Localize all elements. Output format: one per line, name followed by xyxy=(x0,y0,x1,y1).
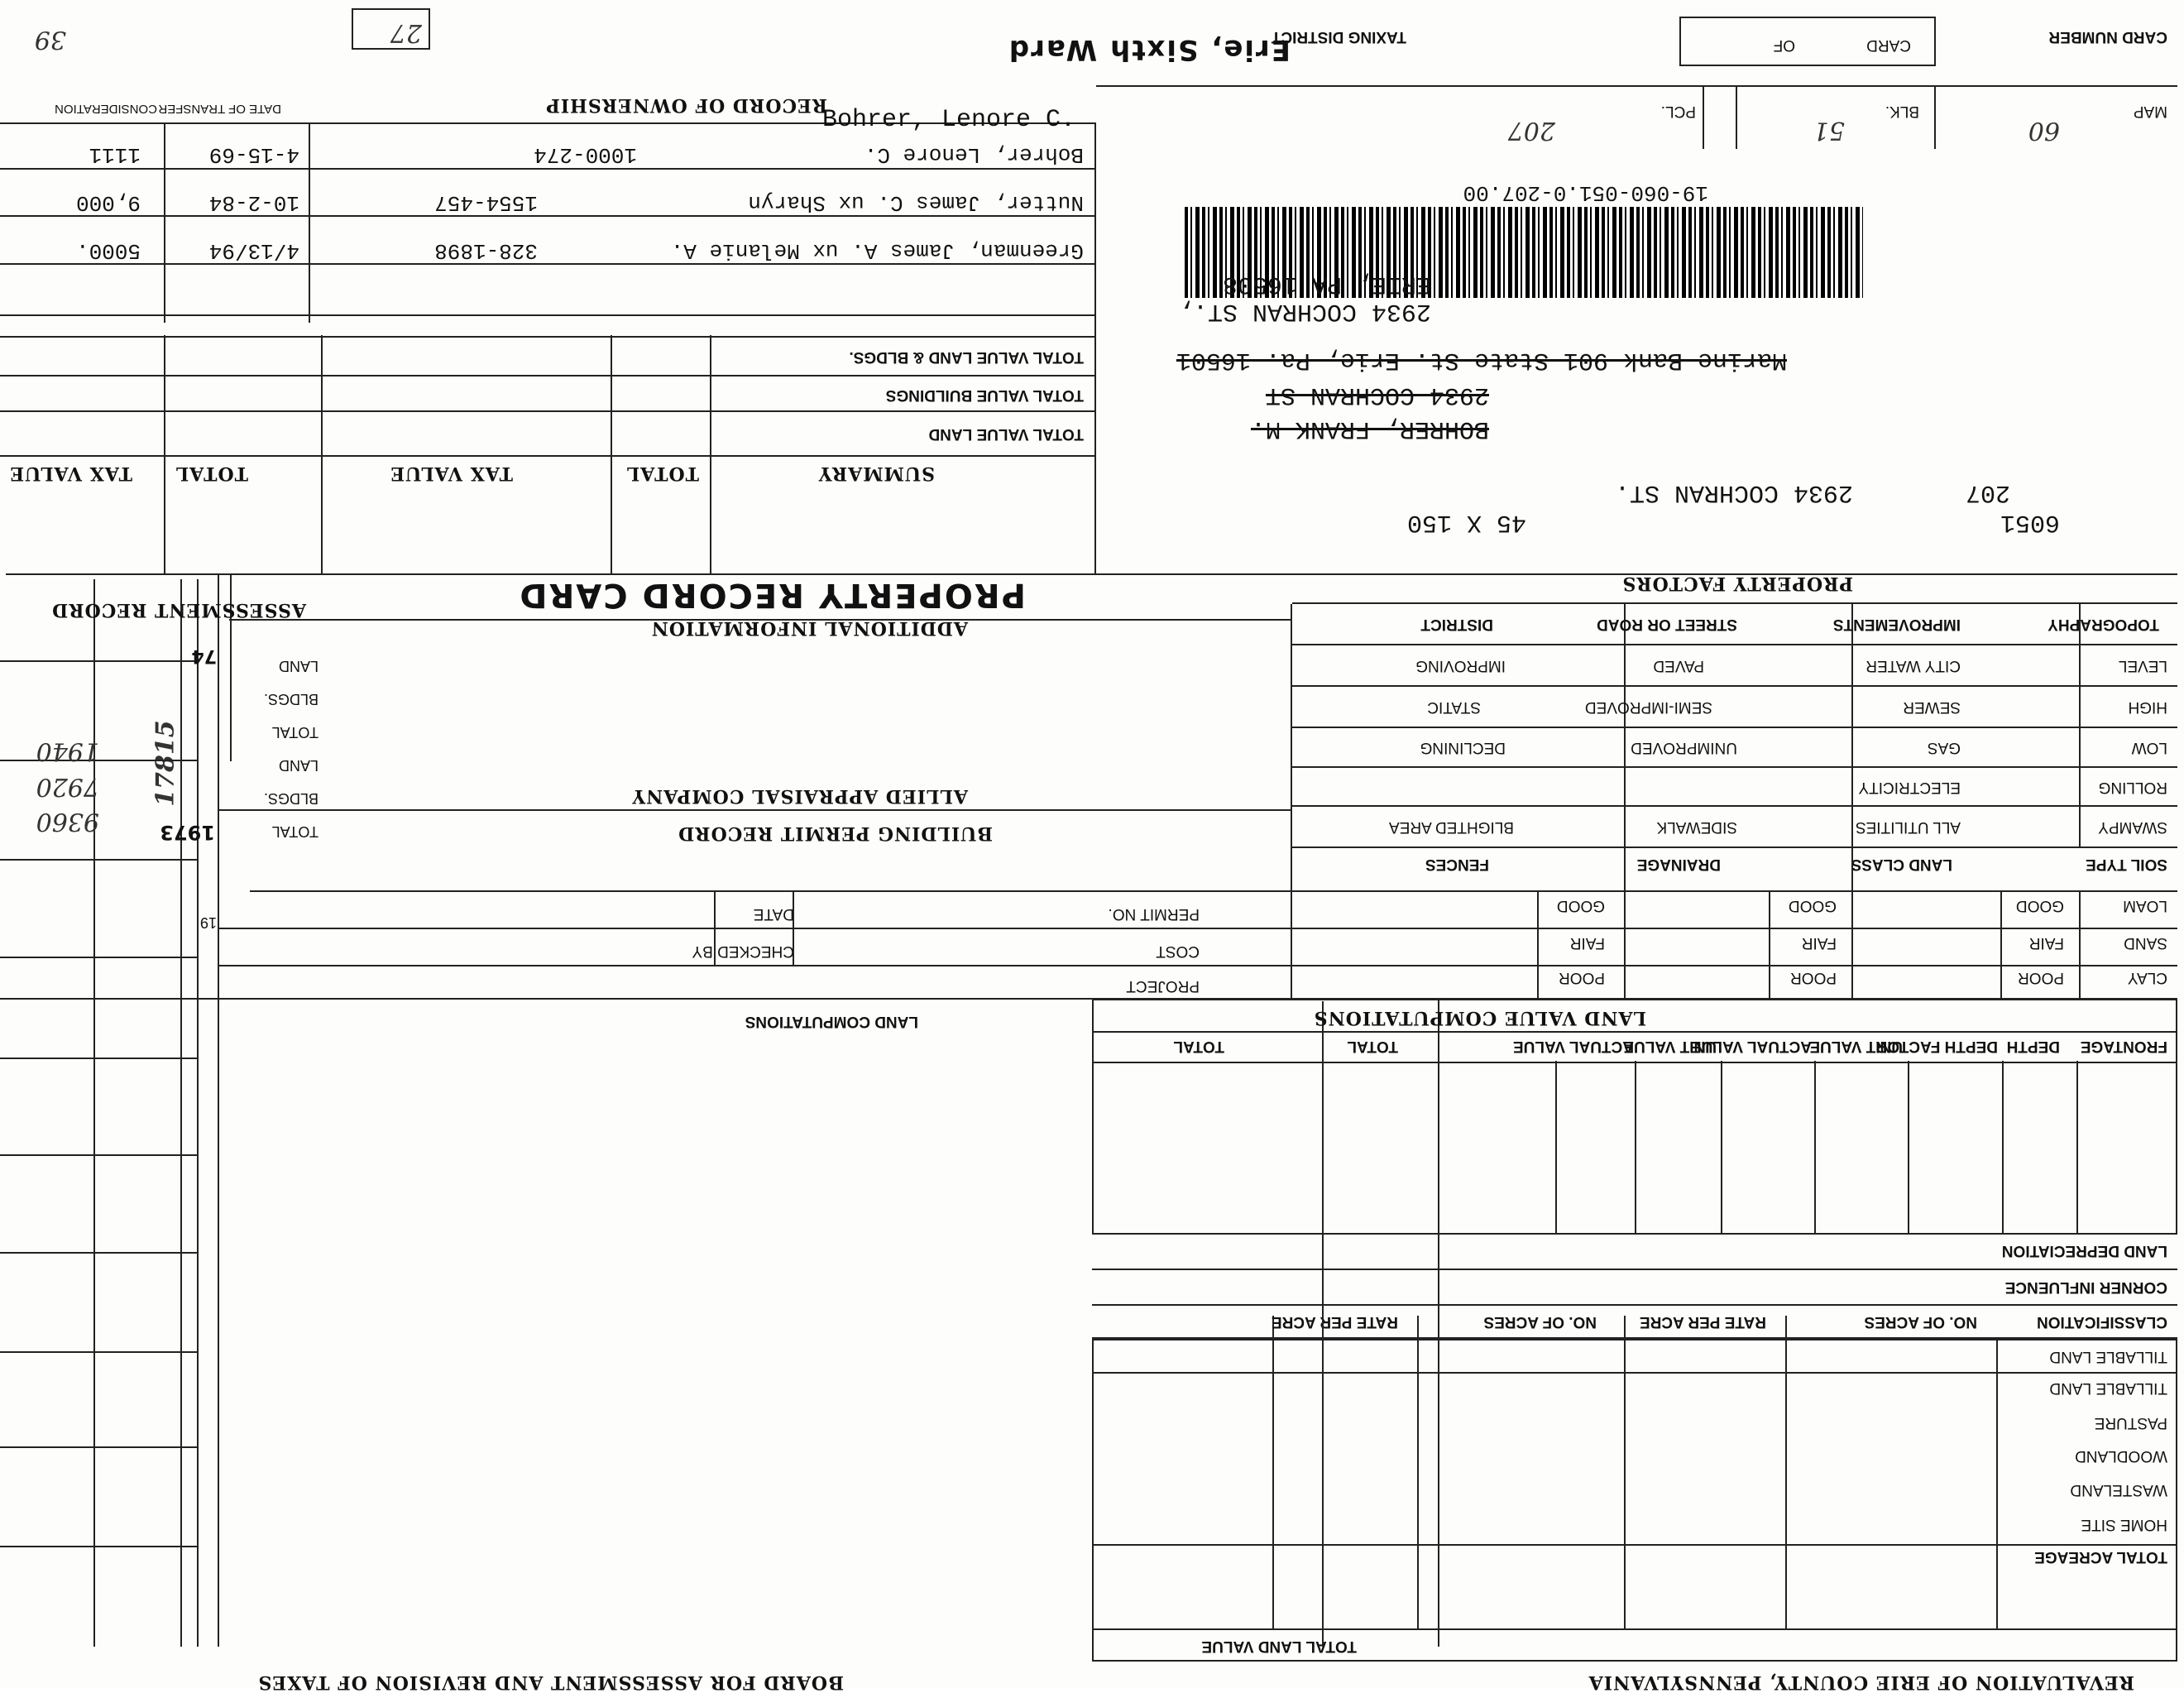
district-declining: DECLINING xyxy=(1420,739,1506,756)
checked-by-label: CHECKED BY xyxy=(692,942,794,960)
property-record-card-title: PROPERTY RECORD CARD xyxy=(518,576,1026,614)
soil-good-1: GOOD xyxy=(2015,897,2064,914)
col-total-1: TOTAL xyxy=(1347,1038,1398,1055)
topo-high: HIGH xyxy=(2128,698,2167,716)
summary-total-value-land: TOTAL VALUE LAND xyxy=(928,425,1084,443)
assess-land: LAND xyxy=(278,658,318,674)
col-no-of-acres-2: NO. OF ACRES xyxy=(1483,1313,1597,1331)
row-tillable-land-2: TILLABLE LAND xyxy=(2049,1348,2167,1365)
assess-year-prefix: 19 xyxy=(199,914,217,931)
soil-fair-3: FAIR xyxy=(1569,934,1605,952)
ownership-row-1-consideration: 1111 xyxy=(89,142,141,167)
land-classification-table xyxy=(1092,1339,2177,1662)
of-label: OF xyxy=(1773,36,1795,54)
board-title: BOARD FOR ASSESSMENT AND REVISION OF TAXES xyxy=(257,1671,844,1693)
soil-fair-2: FAIR xyxy=(1801,934,1837,952)
header-topography: TOPOGRAPHY xyxy=(2048,616,2159,633)
summary-col-total-1: TOTAL xyxy=(625,463,699,484)
improv-electricity: ELECTRICITY xyxy=(1858,779,1961,796)
col-total-2: TOTAL xyxy=(1173,1038,1224,1055)
owner-address-line2: ERIE, PA 16508 xyxy=(1222,270,1431,298)
ownership-row-2-name: Nutter, James C. ux Sharyn xyxy=(748,190,1084,215)
assess-total-2: TOTAL xyxy=(271,823,318,840)
struck-marine-bank: Marine Bank 901 State St. Erie, Pa. 16501 xyxy=(1176,346,1787,374)
fences-header: FENCES xyxy=(1425,856,1489,873)
col-frontage: FRONTAGE xyxy=(2080,1038,2167,1055)
owner-address-line1: 2934 COCHRAN ST., xyxy=(1177,297,1431,325)
improv-city-water: CITY WATER xyxy=(1866,657,1961,674)
row-total-acreage: TOTAL ACREAGE xyxy=(2034,1548,2167,1566)
improv-gas: GAS xyxy=(1927,739,1961,756)
lot-dimensions: 45 X 150 xyxy=(1406,508,1526,536)
soil-poor-3: POOR xyxy=(1559,969,1605,986)
total-land-value-label: TOTAL LAND VALUE xyxy=(1201,1638,1357,1655)
struck-owner-name: BOHRER, FRANK M. xyxy=(1250,415,1489,443)
street-semi-improved: SEMI-IMPROVED xyxy=(1584,698,1712,716)
row-classification: CLASSIFICATION xyxy=(2037,1313,2167,1331)
map-value: 60 xyxy=(2028,116,2060,145)
assess-hand-bldgs: 7920 xyxy=(36,772,99,801)
parcel-street: 2934 COCHRAN ST. xyxy=(1614,478,1853,506)
card-number-handwritten: 17815 xyxy=(151,720,180,807)
col-no-of-acres-1: NO. OF ACRES xyxy=(1864,1313,1977,1331)
header-district: DISTRICT xyxy=(1420,616,1493,633)
assess-total: TOTAL xyxy=(271,724,318,741)
row-woodland: WOODLAND xyxy=(2075,1447,2167,1465)
blk-value: 51 xyxy=(1813,116,1845,145)
ownership-row-1-book: 1000-274 xyxy=(534,142,637,167)
property-factors-title: PROPERTY FACTORS xyxy=(1621,573,1853,594)
street-sidewalk: SIDEWALK xyxy=(1656,818,1737,836)
pcl-label: PCL. xyxy=(1660,103,1696,120)
drainage-header: DRAINAGE xyxy=(1636,856,1721,873)
soil-poor-1: POOR xyxy=(2018,969,2064,986)
col-actual-value-1: ACTUAL VALUE xyxy=(1690,1038,1812,1055)
date-of-transfer-label: DATE OF TRANSFER xyxy=(158,102,281,116)
soil-good-2: GOOD xyxy=(1788,897,1837,914)
land-computations-label: LAND COMPUTATIONS xyxy=(745,1013,918,1030)
blk-label: BLK. xyxy=(1885,103,1919,120)
assess-year-1973: 1973 xyxy=(160,821,215,844)
ownership-row-3-book: 328-1898 xyxy=(434,238,538,263)
taxing-district-value: Erie, Sixth Ward xyxy=(1007,33,1291,66)
soil-clay: CLAY xyxy=(2127,969,2167,986)
card-label: CARD xyxy=(1866,36,1911,54)
soil-sand: SAND xyxy=(2124,934,2167,952)
row-land-depreciation: LAND DEPRECIATION xyxy=(2001,1242,2167,1259)
district-static: STATIC xyxy=(1427,698,1481,716)
ownership-row-1-name: Bohrer, Lenore C. xyxy=(821,106,1075,134)
topo-low: LOW xyxy=(2131,739,2167,756)
parcel-number: 207 xyxy=(1965,478,2010,506)
summary-col-tax-value-1: TAX VALUE xyxy=(390,463,513,484)
ownership-row-3-name: Greenman, James A. ux Melanie A. xyxy=(670,238,1084,263)
assess-bldgs-2: BLDGS. xyxy=(263,790,318,807)
street-unimproved: UNIMPROVED xyxy=(1631,739,1737,756)
allied-appraisal-company: ALLIED APPRAISAL COMPANY xyxy=(631,785,968,807)
soil-fair-1: FAIR xyxy=(2028,934,2064,952)
ownership-row-1-date: 4-15-69 xyxy=(208,142,299,167)
col-unit-value-2: UNIT VALUE xyxy=(1623,1038,1717,1055)
soil-loam: LOAM xyxy=(2123,897,2167,914)
summary-total-value-buildings: TOTAL VALUE BUILDINGS xyxy=(885,386,1084,404)
consideration-label: CONSIDERATION xyxy=(55,102,157,116)
soil-type-header: SOIL TYPE xyxy=(2086,856,2167,873)
topo-swampy: SWAMPY xyxy=(2098,818,2167,836)
header-improvements: IMPROVEMENTS xyxy=(1832,616,1961,633)
assess-year-74: 74 xyxy=(191,645,217,666)
col-actual-value-2: ACTUAL VALUE xyxy=(1512,1038,1634,1055)
col-depth: DEPTH xyxy=(2006,1038,2060,1055)
ownership-row-2-consideration: 9,000 xyxy=(75,190,141,215)
summary-total-value-land-bldgs: TOTAL VALUE LAND & BLDGS. xyxy=(849,348,1084,366)
block-number: 6051 xyxy=(2000,508,2060,536)
row-home-site: HOME SITE xyxy=(2081,1516,2167,1533)
additional-information-title: ADDITIONAL INFORMATION xyxy=(650,617,968,639)
row-corner-influence: CORNER INFLUENCE xyxy=(2004,1278,2167,1296)
improv-sewer: SEWER xyxy=(1903,698,1961,716)
assessment-record-title: ASSESSMENT RECORD xyxy=(51,599,306,621)
page-value: 39 xyxy=(34,25,66,54)
improv-all-utilities: ALL UTILITIES xyxy=(1855,818,1961,836)
permit-no-label: PERMIT NO. xyxy=(1108,905,1200,923)
pcl-value: 207 xyxy=(1507,116,1555,145)
project-label: PROJECT xyxy=(1126,977,1200,995)
struck-address: 2934 COCHRAN ST xyxy=(1265,381,1489,409)
ownership-row-3-consideration: 5000. xyxy=(75,238,141,263)
soil-poor-2: POOR xyxy=(1790,969,1837,986)
col-unit-value-1: UNIT VALUE xyxy=(1809,1038,1903,1055)
row-tillable-land-1: TILLABLE LAND xyxy=(2049,1379,2167,1397)
street-paved: PAVED xyxy=(1653,657,1704,674)
soil-good-3: GOOD xyxy=(1556,897,1605,914)
record-of-ownership-title: RECORD OF OWNERSHIP xyxy=(545,94,827,116)
row-wasteland: WASTELAND xyxy=(2070,1481,2167,1499)
ownership-row-2-book: 1554-457 xyxy=(434,190,538,215)
assess-land-2: LAND xyxy=(278,757,318,774)
header-street-or-road: STREET OR ROAD xyxy=(1597,616,1737,633)
card-number-label: CARD NUMBER xyxy=(2048,28,2167,46)
assess-hand-land: 1940 xyxy=(36,736,99,765)
ownership-row-3-date: 4/13/94 xyxy=(208,238,299,263)
col-depth-factor: DEPTH FACTOR xyxy=(1875,1038,1998,1055)
district-improving: IMPROVING xyxy=(1415,657,1506,674)
taxing-district-label: TAXING DISTRICT xyxy=(1271,28,1406,46)
ownership-row-2-date: 10-2-84 xyxy=(208,190,299,215)
topo-level: LEVEL xyxy=(2118,657,2167,674)
col-rate-per-acre-1: RATE PER ACRE xyxy=(1639,1313,1766,1331)
ownership-row-1-name-text: Bohrer, Lenore C. xyxy=(864,142,1084,167)
col-rate-per-acre-2: RATE PER ACRE xyxy=(1271,1313,1398,1331)
building-permit-title: BUILDING PERMIT RECORD xyxy=(678,823,993,844)
date-label: DATE xyxy=(753,905,794,923)
district-blighted-area: BLIGHTED AREA xyxy=(1389,818,1514,836)
map-label: MAP xyxy=(2133,103,2167,120)
topo-rolling: ROLLING xyxy=(2098,779,2167,796)
cost-label: COST xyxy=(1156,942,1200,960)
summary-title: SUMMARY xyxy=(817,463,935,484)
land-class-header: LAND CLASS xyxy=(1851,856,1952,873)
box-value: 27 xyxy=(390,18,422,47)
summary-col-total-2: TOTAL xyxy=(175,463,248,484)
land-value-computations-title: LAND VALUE COMPUTATIONS xyxy=(1313,1007,1646,1029)
barcode-number: 19-060-051.0-207.00 xyxy=(1463,180,1708,205)
summary-col-tax-value-2: TAX VALUE xyxy=(9,463,132,484)
county-title: REVALUATION OF ERIE COUNTY, PENNSYLVANIA xyxy=(1588,1671,2134,1693)
row-pasture: PASTURE xyxy=(2094,1414,2167,1432)
assess-bldgs: BLDGS. xyxy=(263,691,318,707)
assess-hand-total: 9360 xyxy=(36,807,99,836)
